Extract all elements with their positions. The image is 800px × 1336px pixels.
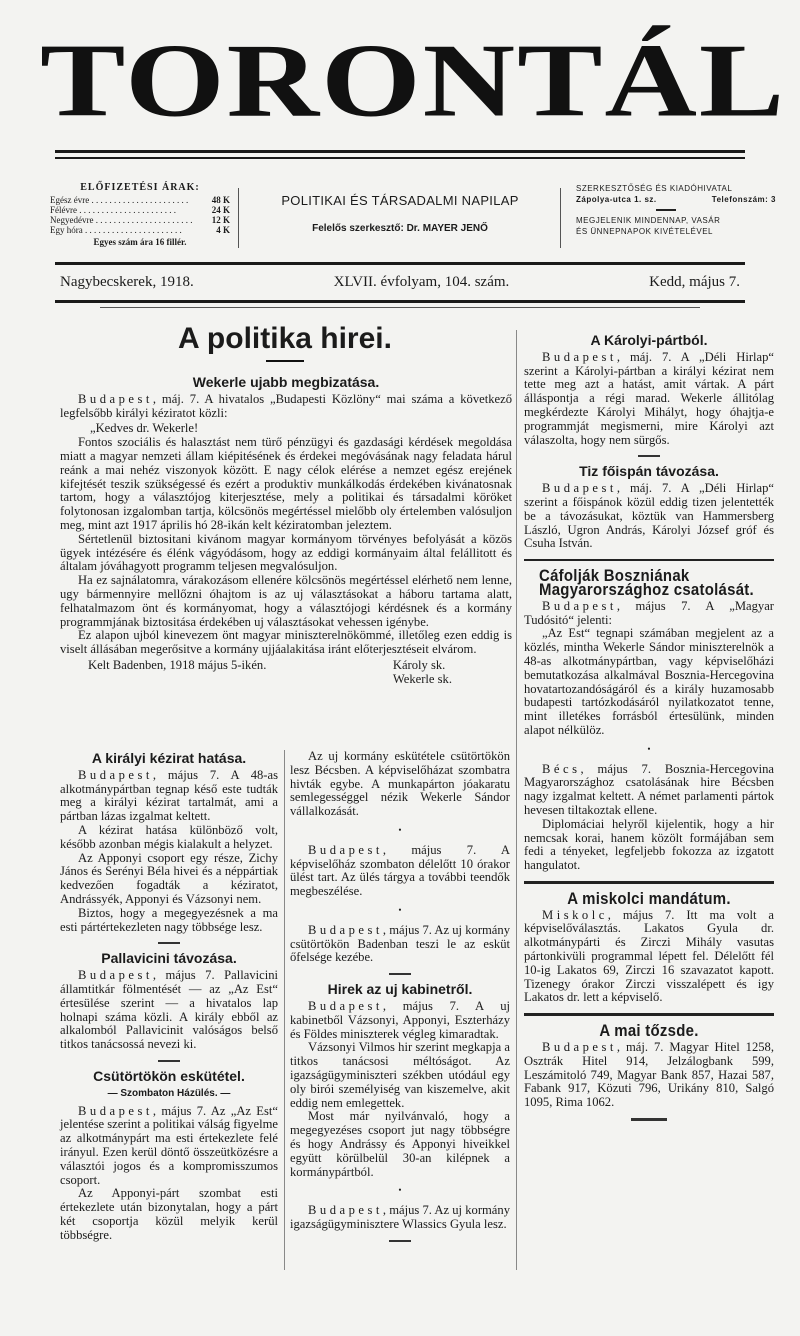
signature-king: Károly sk. bbox=[392, 657, 446, 672]
article-paragraph: Az Apponyi-párt szombat esti értekezlete után bizonytalan, hogy a párt két csoportja közül melyik kerül többségre. bbox=[60, 1186, 278, 1242]
column-divider bbox=[284, 750, 285, 1270]
dateline bbox=[60, 274, 740, 291]
publication-info bbox=[250, 183, 550, 234]
article-lead: Bécs bbox=[542, 761, 581, 776]
newspaper-masthead: TORONTÁL bbox=[40, 22, 787, 139]
article-paragraph: „Az Est“ tegnapi számában megjelent az a közlés, mintha Wekerle Sándor miniszterelnök a 48-as alkotmánypártban, vagy képviselőházi bemutatkozása alkalmával Bosznia-Hercegovina hovatartozandóságáról és a király huzamosabb budapesti tartózkodásáról nyilatkozatot tenne, mint illetékes forrásból értesülünk, minden alapot nélkülöz. bbox=[524, 626, 774, 737]
column-1 bbox=[60, 748, 278, 1243]
editor-line: Felelős szerkesztő: Dr. MAYER JENŐ bbox=[312, 223, 488, 234]
article-text: , május 7. Pallavicini államtitkár fölmentését — az „Az Est“ értesülése szerint — a hivatalos lap holnapi száma közli. A király ebből az alkalomból Pallavicinit valóságos belső titkos tanácsossá nevezi ki. bbox=[60, 968, 278, 1052]
article-headline: Wekerle ujabb megbizatása. bbox=[192, 374, 380, 390]
divider bbox=[524, 559, 774, 561]
article-paragraph: Ha ez sajnálatomra, várakozásom ellenére kölcsönös megértéssel elérhető nem lenne, ugy bármennyire mellőzni óhajtom is az uj választásokat a háboru tartama alatt, felhatalmazom önt és kormányomat, hogy a választójogi kérdésnek és a kormány programmjának biztositása érdekében uj választásokat vehessen igénybe. bbox=[60, 573, 512, 629]
single-issue-price: Egyes szám ára 16 fillér. bbox=[93, 237, 187, 247]
separator-dot: • bbox=[398, 904, 402, 915]
masthead-rule-thin bbox=[55, 157, 745, 159]
article-text: , máj. 7. Magyar Hitel 1258, Osztrák Hitel 914, Jelzálogbank 599, Leszámitoló 749, Magyar Bank 857, Hazai 587, Fabank 917, Közuti 796, Urikány 810, Salgó 1095, Rima 1062. bbox=[524, 1040, 774, 1110]
office-info bbox=[576, 183, 796, 237]
divider bbox=[158, 1060, 180, 1062]
masthead-rule bbox=[55, 150, 745, 153]
section-title bbox=[60, 322, 510, 362]
article-headline: Pallavicini távozása. bbox=[101, 950, 237, 967]
article-paragraph: Most már nyilvánvaló, hogy a megegyezéses csoport jut nagy többségre és hogy Andrássy és Apponyi hiveikkel együtt körülbelül 30-an kilépnek a kormánypártból. bbox=[290, 1109, 510, 1179]
article-text: , május 7. Bosznia-Hercegovina Magyarországhoz csatolásának hire Bécsben nagy izgalmat keltett. A német parlamenti pártok hevesen tiltakoztak ellene. bbox=[524, 761, 774, 817]
article-text: , május 7. A képviselőház szombaton délelőtt 10 órakor ülést tart. Az ülés tárgya a további teendők megbeszélése. bbox=[290, 842, 510, 899]
column-divider bbox=[560, 188, 561, 248]
dateline-rule bbox=[55, 300, 745, 303]
dateline-rule-thin bbox=[100, 307, 700, 308]
article-lead: Budapest bbox=[542, 1040, 617, 1055]
place-date: Kelt Badenben, 1918 május 5-ikén. bbox=[88, 657, 267, 672]
article-headline: Hirek az uj kabinetről. bbox=[327, 981, 473, 998]
divider bbox=[656, 209, 676, 211]
article-text: , május 7. A „Magyar Tudósitó“ jelenti: bbox=[524, 598, 774, 627]
office-address: Zápolya-utca 1. sz. bbox=[576, 195, 657, 204]
header-rule bbox=[55, 262, 745, 265]
article-paragraph: Sértetlenül biztositani kivánom magyar kormányom törvényes befolyását a közös ügyek intézésére és élénk vágyódásom, hogy az eddigi kormányaim által felállitott és általam jóváhagyott programm teljesen megvalósuljon. bbox=[60, 531, 512, 574]
subtitle: POLITIKAI ÉS TÁRSADALMI NAPILAP bbox=[281, 193, 519, 208]
signatures bbox=[393, 659, 452, 687]
price-row bbox=[50, 215, 230, 225]
separator-dot: • bbox=[398, 1185, 402, 1196]
column-3 bbox=[524, 330, 774, 1129]
divider bbox=[266, 360, 304, 362]
signature-block bbox=[60, 659, 512, 687]
subscription-title: ELŐFIZETÉSI ÁRAK: bbox=[80, 182, 200, 193]
price-label: Egész évre . . . bbox=[50, 195, 208, 205]
article-kicker: — Szombaton Házülés. — bbox=[107, 1087, 231, 1099]
column-2 bbox=[290, 750, 510, 1250]
divider bbox=[158, 942, 180, 944]
office-title: SZERKESZTŐSÉG ÉS KIADÓHIVATAL bbox=[576, 184, 733, 193]
article-headline: A Károlyi-pártból. bbox=[590, 332, 708, 348]
article-text: , május 7. Az uj kormány csütörtökön Badenban teszi le az esküt őfelsége kezébe. bbox=[290, 922, 510, 965]
article-paragraph: Biztos, hogy a megegyezésnek a ma esti pártértekezleten nagy többsége lesz. bbox=[60, 905, 278, 934]
divider bbox=[389, 973, 411, 975]
divider bbox=[631, 1118, 667, 1121]
dateline-issue: XLVII. évfolyam, 104. szám. bbox=[333, 274, 510, 290]
article-lead: Budapest bbox=[308, 842, 383, 857]
article-lead: Budapest bbox=[542, 481, 617, 496]
divider bbox=[524, 881, 774, 884]
article-lead: Budapest bbox=[78, 391, 153, 406]
publication-schedule-cont: ÉS ÜNNEPNAPOK KIVÉTELÉVEL bbox=[576, 227, 713, 236]
article-headline: A királyi kézirat hatása. bbox=[91, 750, 247, 766]
article-paragraph: Ez alapon ujból kinevezem önt magyar miniszterelnökömmé, illetőleg ezen eddig is viselt állásában megerősitve a kormány ujjáalakitása iránt előterjesztéseit elvárom. bbox=[60, 628, 512, 657]
article-lead: Budapest bbox=[78, 767, 153, 782]
article-paragraph: Vázsonyi Vilmos hir szerint megkapja a titkos tanácsosi méltóságot. Az igazságügyminiszteri székben utódául egy oly birói személyiség van kiszemelve, akit eddig nem emlegettek. bbox=[290, 1040, 510, 1110]
article-headline: Cáfolják Boszniának Magyarországhoz csatolását. bbox=[539, 566, 754, 599]
office-phone: Telefonszám: 3 bbox=[711, 195, 776, 204]
article-headline: A miskolci mandátum. bbox=[567, 888, 731, 908]
separator-dot: • bbox=[647, 743, 651, 754]
section-title-text: A politika hirei. bbox=[178, 322, 392, 355]
article-text: , máj. 7. A „Déli Hirlap“ szerint a főispánok közül eddig tizen jelentették be a távozásukat, köztük van Hammersberg László, Ugron András, Károlyi József gróf és Csuha István. bbox=[524, 481, 774, 551]
article-wekerle bbox=[60, 372, 512, 687]
article-text: , május 7. A uj kabinetből Vázsonyi, Apponyi, Eszterházy és Földes miniszterek végleg kimaradtak. bbox=[290, 998, 510, 1041]
divider bbox=[524, 1013, 774, 1016]
price-value: 48 K bbox=[211, 195, 230, 205]
article-paragraph: Az Apponyi csoport egy része, Zichy János és Serényi Béla hivei és a néppártiak kedvezően fogadták a kéziratot, Andrássyék, Apponyi és Vázsonyi nem. bbox=[60, 850, 278, 906]
article-headline: A mai tőzsde. bbox=[599, 1021, 699, 1041]
article-headline: Tiz főispán távozása. bbox=[579, 463, 719, 480]
dateline-place: Nagybecskerek, 1918. bbox=[60, 274, 194, 290]
article-headline: Csütörtökön eskütétel. bbox=[93, 1067, 245, 1084]
article-lead: Budapest bbox=[78, 968, 153, 983]
subscription-prices bbox=[50, 183, 230, 247]
article-text: , május 7. Az „Az Est“ jelentése szerint a politikai válság figyelme az alkotmánypárt ma esti értekezlete felé irányul. Ezen kerül döntő összeütközésre a választói jogos és a kompromisszumos csoport. bbox=[60, 1103, 278, 1187]
article-paragraph: Fontos szociális és halasztást nem türő pénzügyi és gazdasági kérdések megoldása miatt a magyar nemzeti állam kiépitésének és érdekei megóvásának nagy feladata hárul reánk a mai nehéz viszonyok között. E nagy célok elérése a nemzet egész erejének kifejtését teszik szükségessé és ezért a produktiv munkálkodás érdekében kivánatosnak tartom, hogy a választójog kiterjesztése, mely a politikai és társadalmi köröket folytonosan izgalomban tartja, kölcsönös megértéssel mielőbb oly értelemben valósuljon meg, mint azt 1917 április hó 28-ikán kelt kéziratomban jeleztem. bbox=[60, 435, 512, 532]
separator-dot: • bbox=[398, 824, 402, 835]
publication-schedule: MEGJELENIK MINDENNAP, VASÁR bbox=[576, 216, 721, 225]
article-text: , máj. 7. A „Déli Hirlap“ szerint a Károlyi-pártban a királyi kézirat nem tette meg azt a hatást, amit vártak. A párt álláspontja a régi marad. Wekerle állitólag megkérdezte Károlyi Mihályt, hogy óhajtja-e programmját megismerni, mire Károlyi azt válaszolta, hogy nem sürgős. bbox=[524, 349, 774, 447]
signature-wekerle: Wekerle sk. bbox=[392, 671, 452, 686]
price-label: Félévre . . . bbox=[50, 205, 208, 215]
salutation: „Kedves dr. Wekerle! bbox=[90, 421, 199, 436]
price-row bbox=[50, 195, 230, 205]
price-row bbox=[50, 225, 230, 235]
article-lead: Miskolc bbox=[542, 907, 608, 922]
article-lead: Budapest bbox=[542, 349, 617, 364]
article-text: , május 7. A 48-as alkotmánypártban tegnap késő este tudták meg a királyi kézirat tartalmát, ami a pártban lázas izgalmat keltett. bbox=[60, 767, 278, 824]
article-lead: Budapest bbox=[308, 1203, 383, 1218]
article-lead: Budapest bbox=[308, 998, 383, 1013]
article-lead: Budapest bbox=[78, 1103, 153, 1118]
article-text: , május 7. Itt ma volt a képviselőválasztás. Lakatos Gyula dr. alkotmánypárti és Zirczi Mihály vasutas pártonkivüli programmal lépett fel. Délelőtt fél 10-ig Lakatos 69, Zirczi 16 szavazatot kapott. Tizenegy órakor Zirczi visszalépett és igy Lakatos dr. lett a képviselő. bbox=[524, 907, 774, 1005]
article-text: , máj. 7. A hivatalos „Budapesti Közlöny“ mai száma a következő legfelsőbb királyi kéziratot közli: bbox=[60, 391, 512, 420]
price-value: 24 K bbox=[211, 205, 230, 215]
price-value: 4 K bbox=[216, 225, 230, 235]
article-lead: Budapest bbox=[308, 922, 383, 937]
article-paragraph: Diplomáciai helyről kijelentik, hogy a hir nemcsak korai, hanem közölt formájában sem fedi a tényeket, legfeljebb fokozza az izgatott hangulatot. bbox=[524, 816, 774, 873]
column-divider bbox=[238, 188, 239, 248]
article-paragraph: A kézirat hatása különböző volt, később azonban mégis kialakult a helyzet. bbox=[60, 822, 278, 851]
price-value: 12 K bbox=[211, 215, 230, 225]
article-text: , május 7. Az uj kormány igazságügyminisztere Wlassics Gyula lesz. bbox=[290, 1203, 510, 1231]
price-label: Egy hóra . . . bbox=[50, 225, 212, 235]
article-paragraph: Az uj kormány eskütétele csütörtökön lesz Bécsben. A képviselőházat szombatra hivták egybe. A munkapárton jóakaratu semlegességgel nézik Wekerle Sándor vállalkozását. bbox=[290, 749, 510, 819]
column-divider bbox=[516, 330, 517, 1270]
price-label: Negyedévre . . . bbox=[50, 215, 208, 225]
divider bbox=[638, 455, 660, 457]
dateline-date: Kedd, május 7. bbox=[649, 274, 740, 290]
price-row bbox=[50, 205, 230, 215]
article-lead: Budapest bbox=[542, 598, 617, 613]
divider bbox=[389, 1240, 411, 1242]
